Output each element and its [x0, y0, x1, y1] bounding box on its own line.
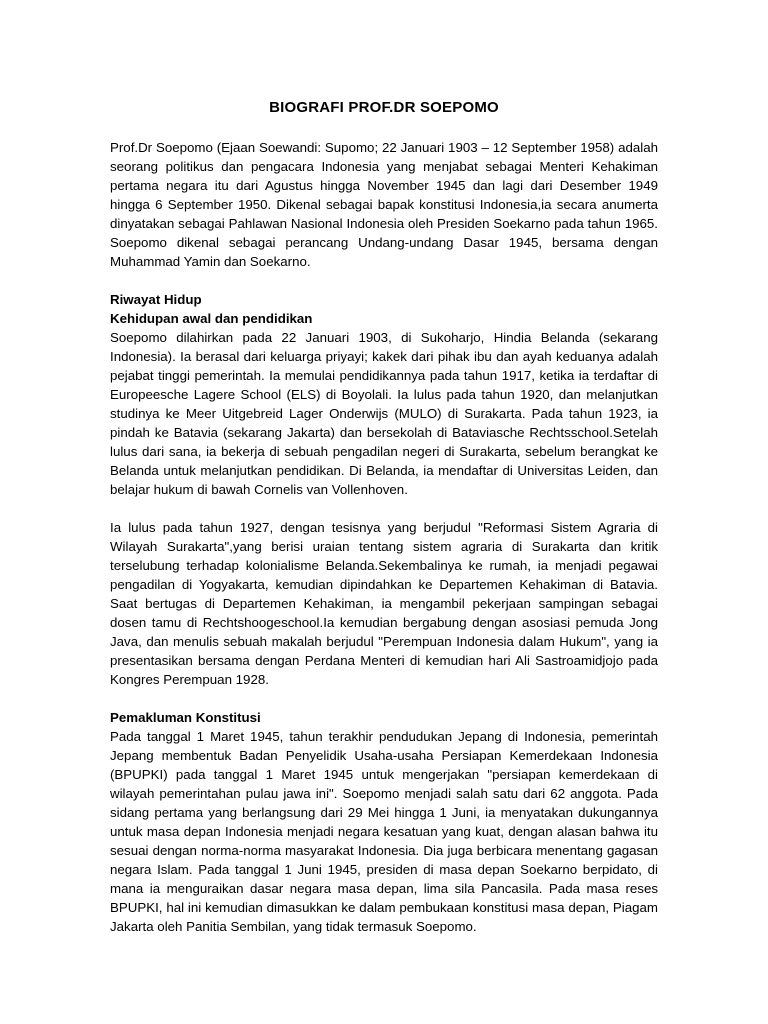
early-life-paragraph: Soepomo dilahirkan pada 22 Januari 1903, di Sukoharjo, Hindia Belanda (sekarang Indonesia). Ia berasal dari keluarga priyayi; kakek dari pihak ibu dan ayah keduanya adalah pejabat tinggi pemerintah. Ia memulai pendidikannya pada tahun 1917, ketika ia terdaftar di Europeesche Lagere School (ELS) di Boyolali. Ia lulus pada tahun 1920, dan melanjutkan studinya ke Meer Uitgebreid Lager Onderwijs (MULO) di Surakarta. Pada tahun 1923, ia pindah ke Batavia (sekarang Jakarta) dan bersekolah di Bataviasche Rechtsschool.Setelah lulus dari sana, ia bekerja di sebuah pengadilan negeri di Surakarta, sebelum berangkat ke Belanda untuk melanjutkan pendidikan. Di Belanda, ia mendaftar di Universitas Leiden, dan belajar hukum di bawah Cornelis van Vollenhoven.: [110, 330, 658, 497]
section-heading-pemakluman-konstitusi: Pemakluman Konstitusi: [110, 710, 261, 725]
intro-paragraph: Prof.Dr Soepomo (Ejaan Soewandi: Supomo; 22 Januari 1903 – 12 September 1958) adalah seorang politikus dan pengacara Indonesia yang menjabat sebagai Menteri Kehakiman pertama negara itu dari Agustus hingga November 1945 dan lagi dari Desember 1949 hingga 6 September 1950. Dikenal sebagai bapak konstitusi Indonesia,ia secara anumerta dinyatakan sebagai Pahlawan Nasional Indonesia oleh Presiden Soekarno pada tahun 1965. Soepomo dikenal sebagai perancang Undang-undang Dasar 1945, bersama dengan Muhammad Yamin dan Soekarno.: [110, 140, 658, 269]
document-title: BIOGRAFI PROF.DR SOEPOMO: [269, 99, 499, 116]
career-paragraph: Ia lulus pada tahun 1927, dengan tesisnya yang berjudul "Reformasi Sistem Agraria di Wilayah Surakarta",yang berisi uraian tentang sistem agraria di Surakarta dan kritik terselubung terhadap kolonialisme Belanda.Sekembalinya ke rumah, ia menjadi pegawai pengadilan di Yogyakarta, kemudian dipindahkan ke Departemen Kehakiman di Batavia. Saat bertugas di Departemen Kehakiman, ia mengambil pekerjaan sampingan sebagai dosen tamu di Rechtshoogeschool.Ia kemudian bergabung dengan asosiasi pemuda Jong Java, dan menulis sebuah makalah berjudul "Perempuan Indonesia dalam Hukum", yang ia presentasikan bersama dengan Perdana Menteri di kemudian hari Ali Sastroamidjojo pada Kongres Perempuan 1928.: [110, 520, 658, 687]
constitution-paragraph: Pada tanggal 1 Maret 1945, tahun terakhir pendudukan Jepang di Indonesia, pemerintah Jepang membentuk Badan Penyelidik Usaha-usaha Persiapan Kemerdekaan Indonesia (BPUPKI) pada tanggal 1 Maret 1945 untuk mengerjakan "persiapan kemerdekaan di wilayah pemerintahan pulau jawa ini". Soepomo menjadi salah satu dari 62 anggota. Pada sidang pertama yang berlangsung dari 29 Mei hingga 1 Juni, ia menyatakan dukungannya untuk masa depan Indonesia menjadi negara kesatuan yang kuat, dengan alasan bahwa itu sesuai dengan norma-norma masyarakat Indonesia. Dia juga berbicara menentang gagasan negara Islam. Pada tanggal 1 Juni 1945, presiden di masa depan Soekarno berpidato, di mana ia menguraikan dasar negara masa depan, lima sila Pancasila. Pada masa reses BPUPKI, hal ini kemudian dimasukkan ke dalam pembukaan konstitusi masa depan, Piagam Jakarta oleh Panitia Sembilan, yang tidak termasuk Soepomo.: [110, 729, 658, 934]
spacer: [110, 271, 658, 290]
subsection-heading-kehidupan-awal: Kehidupan awal dan pendidikan: [110, 311, 313, 326]
spacer: [110, 499, 658, 518]
spacer: [110, 689, 658, 708]
section-heading-riwayat-hidup: Riwayat Hidup: [110, 292, 202, 307]
document-page: [110, 98, 658, 936]
